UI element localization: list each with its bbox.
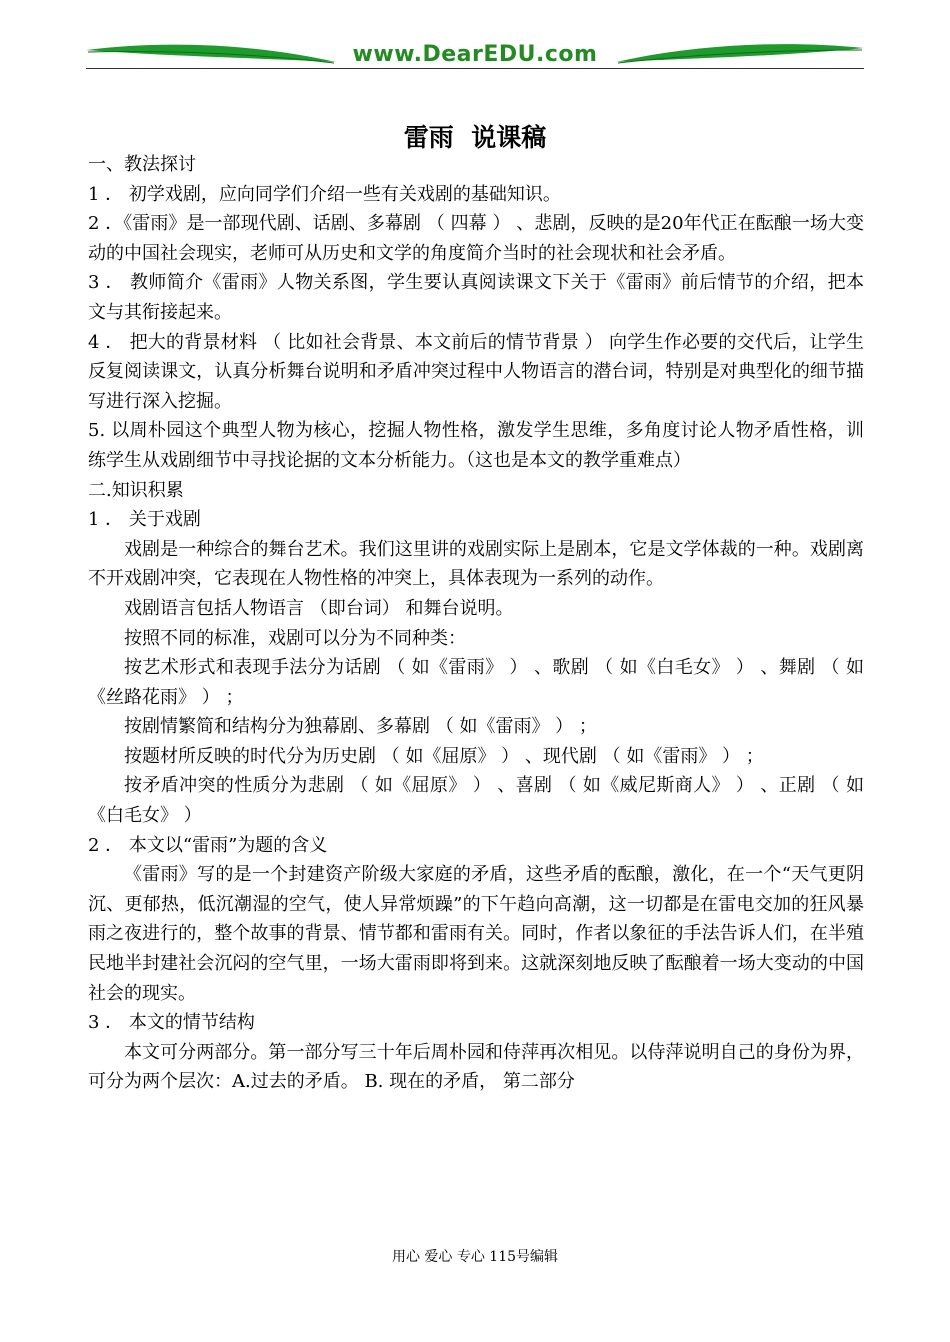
paragraph: 戏剧语言包括人物语言 （即台词） 和舞台说明。: [124, 597, 514, 619]
paragraph: 3 ． 教师简介《雷雨》人物关系图，学生要认真阅读课文下关于《雷雨》前后情节的介绍，把本文与其衔接起来。: [88, 272, 864, 323]
paragraph: 按矛盾冲突的性质分为悲剧 （ 如《屈原》 ） 、喜剧 （ 如《威尼斯商人》 ） 、正剧 （ 如《白毛女》 ）: [88, 775, 864, 827]
paragraph: 按艺术形式和表现手法分为话剧 （ 如《雷雨》 ） 、歌剧 （ 如《白毛女》 ） 、舞剧 （ 如《丝路花雨》 ） ；: [88, 657, 864, 708]
header-divider: [86, 68, 864, 69]
paragraph: 本文可分两部分。第一部分写三十年后周朴园和侍萍再次相见。以侍萍说明自己的身份为界，可分为两个层次：A.过去的矛盾。 B. 现在的矛盾， 第二部分: [88, 1041, 864, 1093]
paragraph: 2 ． 本文以“雷雨”为题的含义: [88, 834, 328, 856]
page-footer: 用心 爱心 专心 115号编辑: [391, 1249, 559, 1265]
page-title: 雷雨 说课稿: [403, 123, 547, 152]
paragraph: 1 ． 关于戏剧: [88, 509, 201, 531]
paragraph: 按照不同的标准，戏剧可以分为不同种类：: [124, 627, 466, 649]
paragraph: 二.知识积累: [88, 479, 184, 501]
paragraph: 按题材所反映的时代分为历史剧 （ 如《屈原》 ） 、现代剧 （ 如《雷雨》 ） ；: [124, 745, 764, 767]
paragraph: 《雷雨》写的是一个封建资产阶级大家庭的矛盾，这些矛盾的酝酿，激化，在一个“天气更阴沉、更郁热，低沉潮湿的空气，使人异常烦躁”的下午趋向高潮，这一切都是在雷电交加的狂风暴雨之夜进行的，整个故事的背景、情节都和雷雨有关。同时，作者以象征的手法告诉人们，在半殖民地半封建社会沉闷的空气里，一场大雷雨即将到来。这就深刻地反映了酝酿着一场大变动的中国社会的现实。: [88, 864, 864, 1004]
paragraph: 4 ． 把大的背景材料 （ 比如社会背景、本文前后的情节背景 ） 向学生作必要的交代后，让学生反复阅读课文，认真分析舞台说明和矛盾冲突过程中人物语言的潜台词，特别是对典型化的细节描写进行深入挖掘。: [88, 331, 864, 412]
paragraph: 按剧情繁简和结构分为独幕剧、多幕剧 （ 如《雷雨》 ） ；: [124, 716, 597, 738]
paragraph: 1 ． 初学戏剧，应向同学们介绍一些有关戏剧的基础知识。: [88, 183, 561, 205]
paragraph: 3 ． 本文的情节结构: [88, 1012, 255, 1034]
site-logo[interactable]: www.DearEDU.com: [352, 42, 598, 67]
document-body: [88, 150, 864, 1097]
paragraph: 2 ．《雷雨》是一部现代剧、话剧、多幕剧 （ 四幕 ） 、悲剧，反映的是20年代正在酝酿一场大变动的中国社会现实，老师可从历史和文学的角度简介当时的社会现状和社会矛盾。: [88, 213, 864, 264]
paragraph: 5. 以周朴园这个典型人物为核心，挖掘人物性格，激发学生思维，多角度讨论人物矛盾性格，训练学生从戏剧细节中寻找论据的文本分析能力。（这也是本文的教学重难点）: [88, 420, 864, 471]
paragraph: 戏剧是一种综合的舞台艺术。我们这里讲的戏剧实际上是剧本，它是文学体裁的一种。戏剧离不开戏剧冲突，它表现在人物性格的冲突上，具体表现为一系列的动作。: [88, 538, 864, 590]
paragraph: 一、教法探讨: [88, 154, 196, 175]
